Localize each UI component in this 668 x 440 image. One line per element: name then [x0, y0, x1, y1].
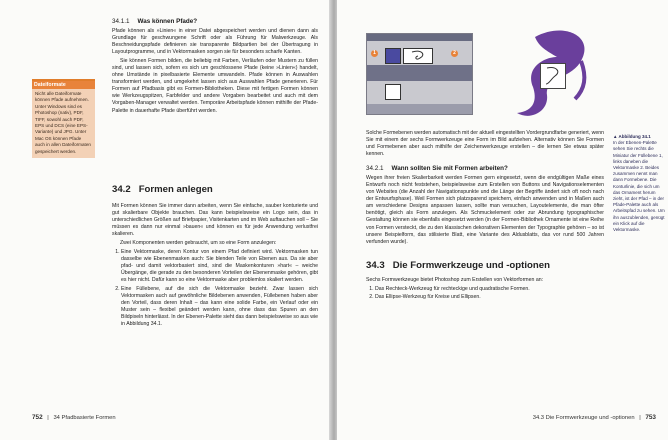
page-number: 753 [645, 414, 656, 421]
item-list [112, 249, 318, 328]
list-item: 2. Eine Füllebene, auf die sich die Vektormaske bezieht. Zwar lassen sich Vektormasken auch auf gewöhnliche Bildebenen anwenden, Füllebenen haben aber den Vorteil, dass deren Inhalt – das kann eine solide Farbe, ein Verlauf oder ein Muster sein – flexibel geändert werden kann, ohne dass das Spuren an den Bildpixeln hinterlässt. In der Ebenen-Palette sieht das dann beispielsweise so aus wie in Abbildung 34.1. [121, 286, 318, 328]
section-34-1-1 [112, 18, 318, 115]
callout-badge: 1 [371, 50, 378, 57]
caption-text: In der Ebenen-Palette sehen Sie rechts die Miniatur der Füllebene 1, links daneben die Vektormaske 2. Beides zusammen nennt man dann Formebene. Die Konturlinie, die sich um das Ornament herum zieht, ist der Pfad – in der Pfade-Palette auch als Arbeitspfad zu sehen. Um ihn auszublenden, genügt ein Klick auf die Vektormaske. [613, 140, 665, 233]
sidebar-box [32, 79, 95, 158]
paragraph: Mit Formen können Sie immer dann arbeiten, wenn Sie einfache, sauber konturierte und gut skalierbare Objekte brauchen. Das kann beispielsweise ein Logo sein, das in unterschiedlichen Größen auf Briefpapier, Visitenkarten und im Web auftauchen soll – Sie müssen es dann nur einmal »bauen« und können es für jede Anwendung verlustfrei skalieren. [112, 203, 318, 238]
callout-badge: 2 [451, 50, 458, 57]
page-footer: 752 | 34 Pfadbasierte Formen [32, 414, 116, 421]
section-heading: 34.3 Die Formwerkzeuge und -optionen [366, 259, 550, 271]
leaf-icon [404, 49, 432, 63]
section-34-2 [112, 184, 318, 329]
leaf-outline-icon [541, 64, 565, 88]
left-page [0, 0, 331, 440]
paragraph: Sechs Formwerkzeuge bietet Photoshop zum Erstellen von Vektorformen an: [366, 276, 544, 283]
background-thumbnail [385, 84, 401, 100]
right-page [337, 0, 668, 440]
palette-header [367, 34, 472, 41]
tool-list [366, 286, 604, 301]
right-body [366, 130, 604, 302]
palette-footer [367, 104, 472, 114]
paragraph: Solche Formebenen werden automatisch mit der aktuell eingestellten Vordergrundfarbe generiert, wenn Sie mit einem der sechs Formwerkzeuge eine Form im Bild aufziehen. Alternativ können Sie Formen und Formebenen aber auch mithilfe der Zeichenwerkzeuge erstellen – die lernen Sie etwas später kennen. [366, 130, 604, 158]
section-heading: 34.2 Formen anlegen [112, 184, 213, 195]
figure-caption [613, 134, 665, 233]
box-text: Nicht alle Dateiformate können Pfade aufnehmen. Unter Windows sind es Photoshop (nativ), PDF, TIFF, sowohl auch PDF, EPS und DCS (eine EPS-Variante) und JPG. Unter Mac OS können Pfade auch in allen Dateiformaten gespeichert werden. [35, 91, 91, 154]
list-item: 1. Das Rechteck-Werkzeug für rechteckige und quadratische Formen. [375, 286, 604, 293]
mask-inset [540, 63, 566, 89]
box-title: Dateiformate [32, 81, 95, 89]
vector-mask-thumbnail [403, 48, 433, 64]
paragraph: Pfade können als »Linien« in einer Datei abgespeichert werden und dienen dann als Grundlage für geschwungene Schrift oder als Führung für Malwerkzeuge. Als Beschneidungspfade definieren sie transparente Bildpartien bei der Übertragung in Layoutprogramme, und in Vektormasken sorgen sie für besonders scharfe Kanten. [112, 28, 318, 56]
list-item: 1. Eine Vektormaske, deren Kontur von einem Pfad definiert wird. Vektormasken tun dasselbe wie Ebenenmasken auch: Sie blenden Teile von Ebenen aus. Da sie aber pfad- und damit vektorbasiert sind, sind die Maskenkonturen »hart« – weiche Übergänge, die gerade zu den besonderen Vorteilen der Ebenenmaske gehören, gibt es hier nicht. Dafür kann so eine Vektormaske aber problemlos skaliert werden. [121, 249, 318, 284]
active-layer-row [367, 65, 472, 81]
paragraph: Wegen ihrer freien Skalierbarkeit werden Formen gern eingesetzt, wenn die endgültigen Maße eines Entwurfs noch nicht feststehen, beispielsweise zum Erstellen von Buttons und Navigationselementen von Websites (die Anzahl der Navigationspunkte und die Länge der Begriffe ändert sich oft noch nach der Entwurfsphase). Weil Formen sich platzsparend speichern, einfach anwenden und in Maßen auch am verschiedene Designs anpassen lassen, sollte man versuchen, Layoutelemente, die man öfter benötigt, gleich als Form anzulegen. Als Schmuckelement oder zur Abrundung typographischer Gestaltung können sie ebenfalls eingesetzt werden (in der Formen-Bibliothek Ornamente ist eine Reihe von Formen versteckt, die zu den klassischen dekorativen Elementen der Typographie gehören – so ist unsere Beispielform, das stilisierte Blatt, eine Variante des Aldusblatts, das vor rund 500 Jahren verfunden wurde). [366, 175, 604, 245]
layers-palette-screenshot [366, 33, 473, 115]
fill-layer-thumbnail [385, 48, 401, 64]
caption-title: ▲ Abbildung 34.1 [613, 134, 651, 139]
page-footer: 34.3 Die Formwerkzeuge und -optionen | 753 [532, 414, 656, 421]
chapter-title: 34.3 Die Formwerkzeuge und -optionen [532, 415, 635, 421]
section-heading: 34.1.1 Was können Pfade? [112, 18, 198, 25]
chapter-title: 34 Pfadbasierte Formen [53, 415, 116, 421]
paragraph: Sie können Formen bilden, die beliebig mit Farben, Verläufen oder Mustern zu füllen sind, und lassen sich, sofern es sich um geschlossene Pfade (keine »Linien«) handelt, ohne Umstände in pixelbasierte Elemente umwandeln. Pfade können in Auswahlen transformiert werden, und umgekehrt lassen sich aus Auswahlen Pfade generieren. Für Formen auf Pfadbasis gibt es Formen-Bibliotheken. Diese mit fertigen Formen können wie Werkzeugspitzen, Farbfelder und andere Vorgaben bearbeitet und auch mit dem Vorgaben-Manager verwaltet werden. Temporäre Arbeitspfade können mithilfe der Pfade-Palette in dauerhafte Pfade überführt werden. [112, 58, 318, 114]
list-item: 2. Das Ellipse-Werkzeug für Kreise und Ellipsen. [375, 294, 604, 301]
section-heading: 34.2.1 Wann sollten Sie mit Formen arbeiten? [366, 165, 508, 173]
page-number: 752 [32, 414, 43, 421]
paragraph: Zwei Komponenten werden gebraucht, um so eine Form anzulegen: [120, 240, 277, 247]
